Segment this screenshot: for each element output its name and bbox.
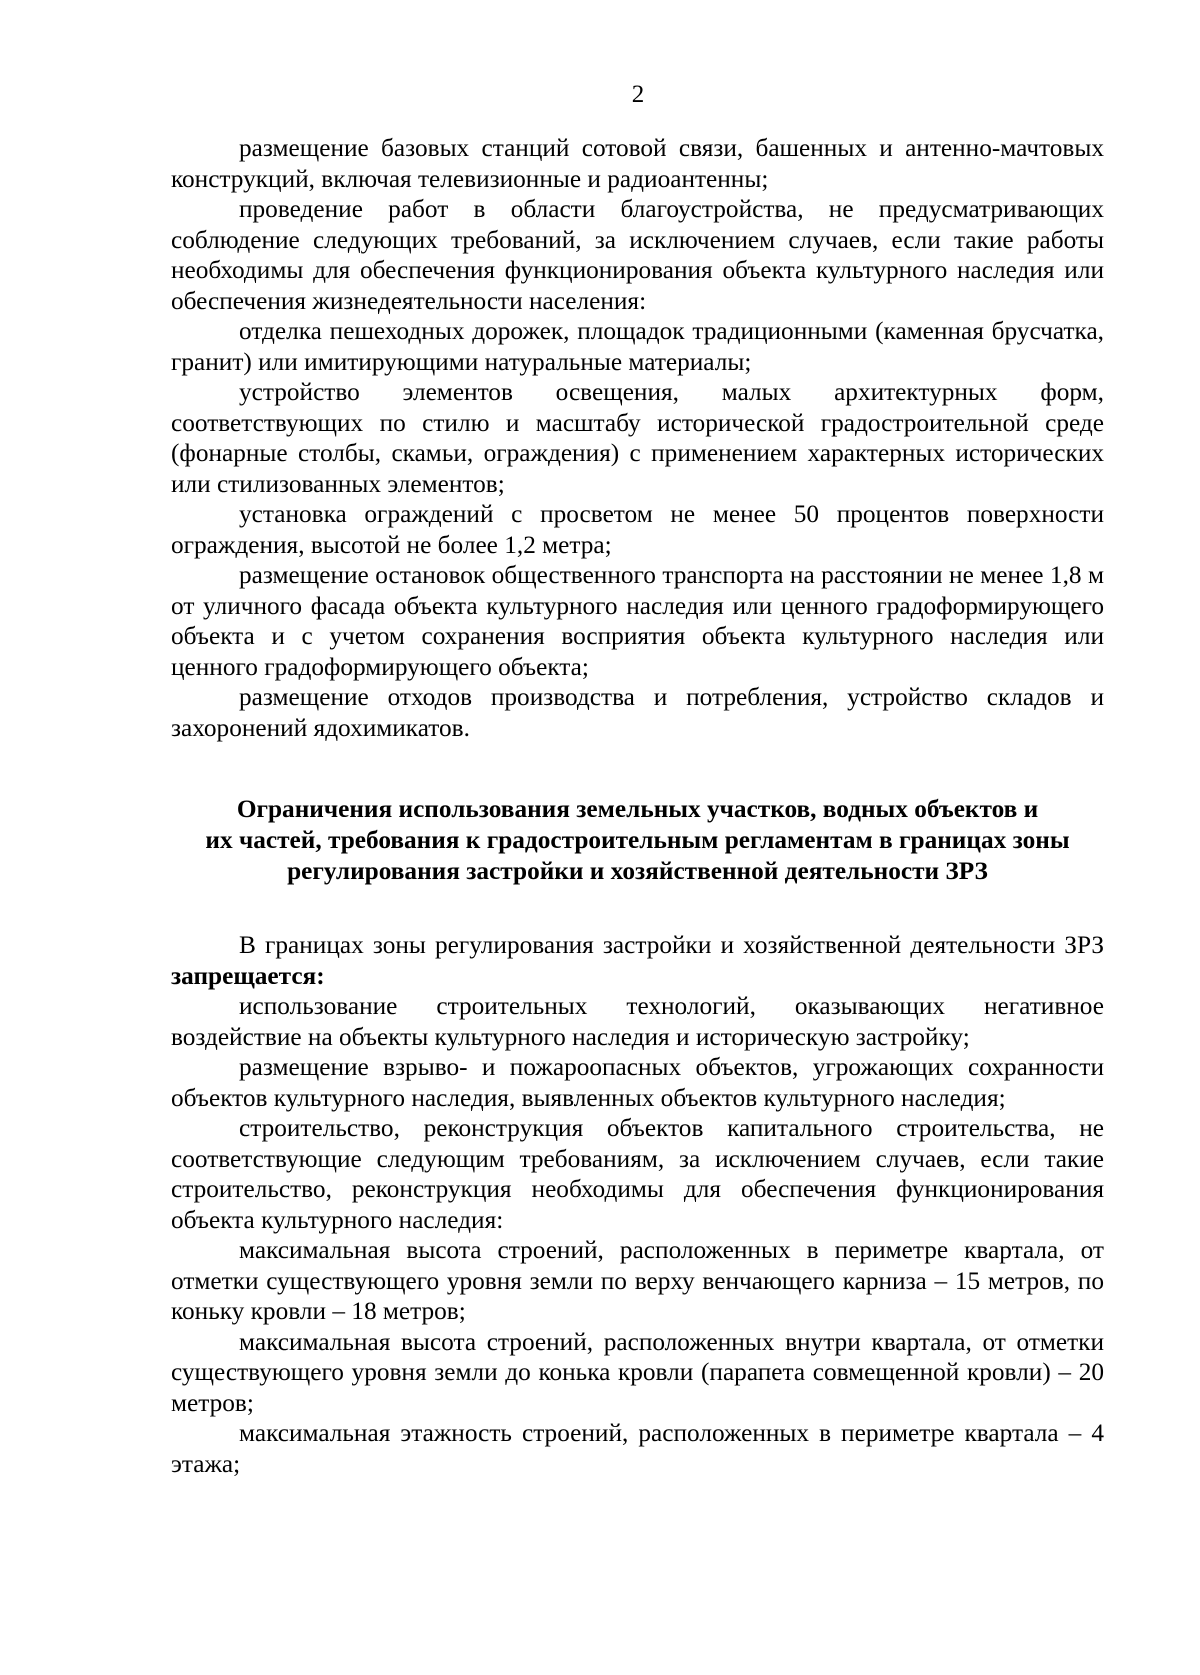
paragraph-construction-technologies: использование строительных технологий, оказывающих негативное воздействие на объекты культурного наследия и историческую застройку; [171, 992, 1104, 1051]
paragraph-paving-finish: отделка пешеходных дорожек, площадок традиционными (каменная брусчатка, гранит) или имитирующими натуральные материалы; [171, 317, 1104, 376]
document-body [171, 133, 1104, 1479]
paragraph-cell-towers: размещение базовых станций сотовой связи, башенных и антенно-мачтовых конструкций, включая телевизионные и радиоантенны; [171, 134, 1104, 193]
section-heading [171, 794, 1104, 887]
paragraph-hazardous-objects: размещение взрыво- и пожароопасных объектов, угрожающих сохранности объектов культурного наследия, выявленных объектов культурного наследия; [171, 1053, 1104, 1112]
paragraph-perimeter-height: максимальная высота строений, расположенных в периметре квартала, от отметки существующего уровня земли по верху венчающего карниза – 15 метров, по коньку кровли – 18 метров; [171, 1236, 1104, 1325]
section-heading-line-1: Ограничения использования земельных участков, водных объектов и [236, 795, 1039, 823]
paragraph-zone-intro [171, 930, 1104, 991]
paragraph-transport-stops: размещение остановок общественного транспорта на расстоянии не менее 1,8 м от уличного фасада объекта культурного наследия или ценного градоформирующего объекта и с учетом сохранения восприятия объекта культурного наследия или ценного градоформирующего объекта; [171, 561, 1104, 681]
paragraph-inner-height: максимальная высота строений, расположенных внутри квартала, от отметки существующего уровня земли до конька кровли (парапета совмещенной кровли) – 20 метров; [171, 1327, 1104, 1417]
zone-intro-text: В границах зоны регулирования застройки и хозяйственной деятельности ЗРЗ [239, 931, 1104, 959]
section-heading-line-2: их частей, требования к градостроительным регламентам в границах зоны [205, 826, 1070, 854]
paragraph-floor-count: максимальная этажность строений, расположенных в периметре квартала – 4 этажа; [171, 1419, 1104, 1478]
zone-intro-emphasis: запрещается: [171, 961, 325, 990]
paragraph-landscaping-works: проведение работ в области благоустройства, не предусматривающих соблюдение следующих требований, за исключением случаев, если такие работы необходимы для обеспечения функционирования объекта культурного наследия или обеспечения жизнедеятельности населения: [171, 195, 1104, 315]
page-number: 2 [631, 81, 645, 108]
paragraph-fence-installation: установка ограждений с просветом не менее 50 процентов поверхности ограждения, высотой не более 1,2 метра; [171, 500, 1104, 559]
paragraph-lighting-elements: устройство элементов освещения, малых архитектурных форм, соответствующих по стилю и масштабу исторической градостроительной среде (фонарные столбы, скамьи, ограждения) с применением характерных исторических или стилизованных элементов; [171, 378, 1104, 498]
section-heading-line-3: регулирования застройки и хозяйственной деятельности ЗРЗ [287, 857, 988, 885]
paragraph-capital-construction: строительство, реконструкция объектов капитального строительства, не соответствующие следующим требованиям, за исключением случаев, если такие строительство, реконструкция необходимы для обеспечения функционирования объекта культурного наследия: [171, 1114, 1104, 1234]
paragraph-waste-disposal: размещение отходов производства и потребления, устройство складов и захоронений ядохимикатов. [171, 683, 1104, 742]
